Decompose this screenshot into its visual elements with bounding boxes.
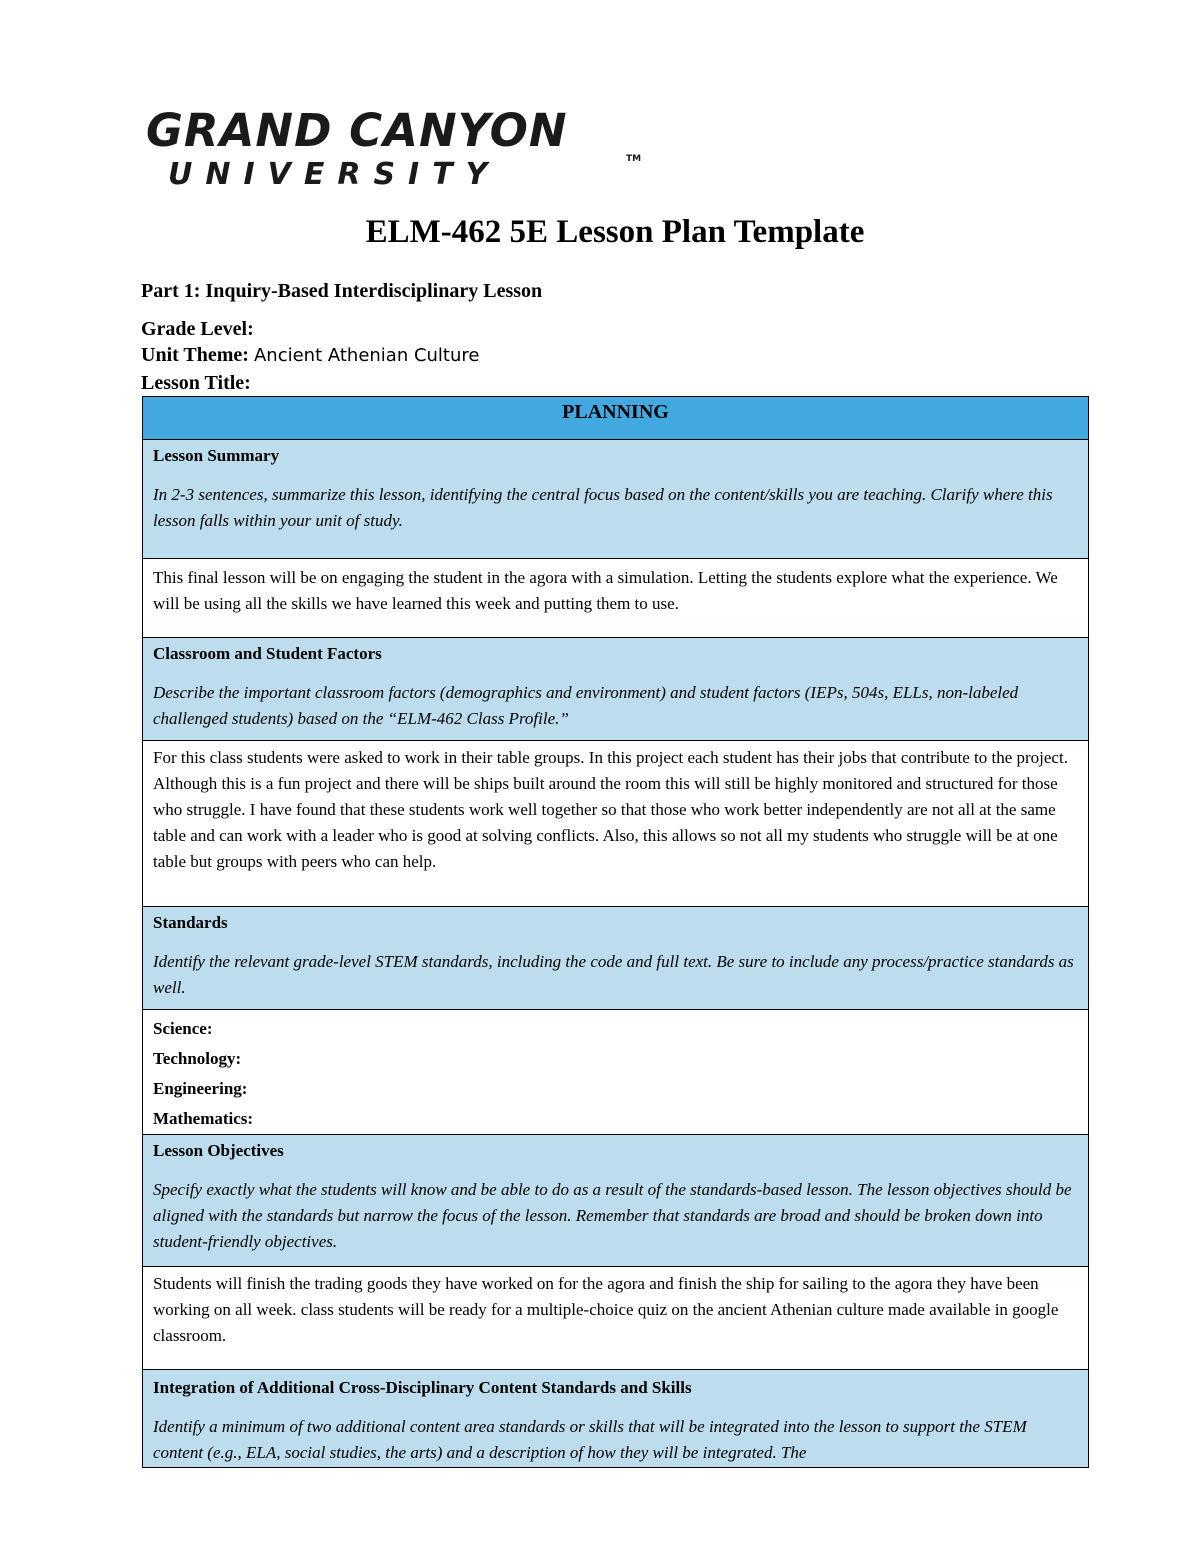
standards-technology: Technology: bbox=[153, 1049, 242, 1068]
lesson-summary-text: This final lesson will be on engaging the student in the agora with a simulation. Letting the students explore what the experience. We will be using all the skills we have learned this week and putting them to use. bbox=[153, 568, 1058, 613]
unit-theme-label: Unit Theme: bbox=[141, 344, 249, 366]
lesson-summary-instructions: In 2-3 sentences, summarize this lesson, identifying the central focus based on the content/skills you are teaching. Clarify where this lesson falls within your unit of study. bbox=[153, 485, 1053, 530]
integration-instructions: Identify a minimum of two additional content area standards or skills that will be integrated into the lesson to support the STEM content (e.g., ELA, social studies, the arts) and a description of how they will be integrated. The bbox=[153, 1417, 1027, 1462]
standards-mathematics: Mathematics: bbox=[153, 1109, 254, 1128]
integration-title: Integration of Additional Cross-Disciplinary Content Standards and Skills bbox=[153, 1378, 692, 1397]
unit-theme bbox=[141, 344, 479, 367]
lesson-objectives-text: Students will finish the trading goods they have worked on for the agora and finish the ship for sailing to the agora they have been working on all week. class students will be ready for a multiple-choice quiz on the ancient Athenian culture made available in google classroom. bbox=[153, 1274, 1059, 1345]
classroom-factors-response bbox=[143, 741, 1088, 907]
lesson-summary-response bbox=[143, 559, 1088, 638]
standards-prompt bbox=[143, 907, 1088, 1010]
lesson-summary-prompt bbox=[143, 440, 1088, 559]
lesson-objectives-instructions: Specify exactly what the students will know and be able to do as a result of the standards-based lesson. The lesson objectives should be aligned with the standards but narrow the focus of the lesson. Remember that standards are broad and should be broken down into student-friendly objectives. bbox=[153, 1180, 1072, 1251]
lesson-objectives-prompt bbox=[143, 1135, 1088, 1267]
lesson-objectives-title: Lesson Objectives bbox=[153, 1141, 284, 1160]
standards-science: Science: bbox=[153, 1019, 213, 1038]
part-heading: Part 1: Inquiry-Based Interdisciplinary Lesson bbox=[141, 280, 543, 302]
classroom-factors-title: Classroom and Student Factors bbox=[153, 644, 382, 663]
standards-response bbox=[143, 1010, 1088, 1135]
standards-title: Standards bbox=[153, 913, 228, 932]
planning-table bbox=[142, 396, 1089, 1468]
university-logo bbox=[146, 104, 642, 192]
grade-level-label: Grade Level: bbox=[141, 318, 254, 340]
unit-theme-value: Ancient Athenian Culture bbox=[253, 345, 480, 366]
document-title: ELM-462 5E Lesson Plan Template bbox=[365, 214, 865, 250]
lesson-summary-title: Lesson Summary bbox=[153, 446, 280, 465]
classroom-factors-text: For this class students were asked to work in their table groups. In this project each student has their jobs that contribute to the project. Although this is a fun project and there will be ships built around the room this will still be highly monitored and structured for those who struggle. I have found that these students work well together so that those who work better independently are not all at the same table and can work with a leader who is good at solving conflicts. Also, this allows so not all my students who struggle will be at one table but groups with peers who can help. bbox=[153, 748, 1068, 871]
lesson-objectives-response bbox=[143, 1267, 1088, 1370]
integration-prompt bbox=[143, 1370, 1088, 1467]
logo-trademark: TM bbox=[626, 154, 642, 164]
logo-line-1: GRAND CANYON bbox=[146, 104, 568, 157]
standards-instructions: Identify the relevant grade-level STEM standards, including the code and full text. Be sure to include any process/practice standards as well. bbox=[153, 952, 1074, 997]
classroom-factors-prompt bbox=[143, 638, 1088, 741]
lesson-title-label: Lesson Title: bbox=[141, 372, 251, 394]
planning-heading: PLANNING bbox=[143, 397, 1088, 440]
classroom-factors-instructions: Describe the important classroom factors (demographics and environment) and student factors (IEPs, 504s, ELLs, non-labeled challenged students) based on the “ELM-462 Class Profile.” bbox=[153, 683, 1019, 728]
logo-line-2: UNIVERSITY bbox=[168, 157, 501, 192]
grade-level bbox=[141, 318, 254, 341]
standards-engineering: Engineering: bbox=[153, 1079, 248, 1098]
lesson-title bbox=[141, 372, 251, 395]
